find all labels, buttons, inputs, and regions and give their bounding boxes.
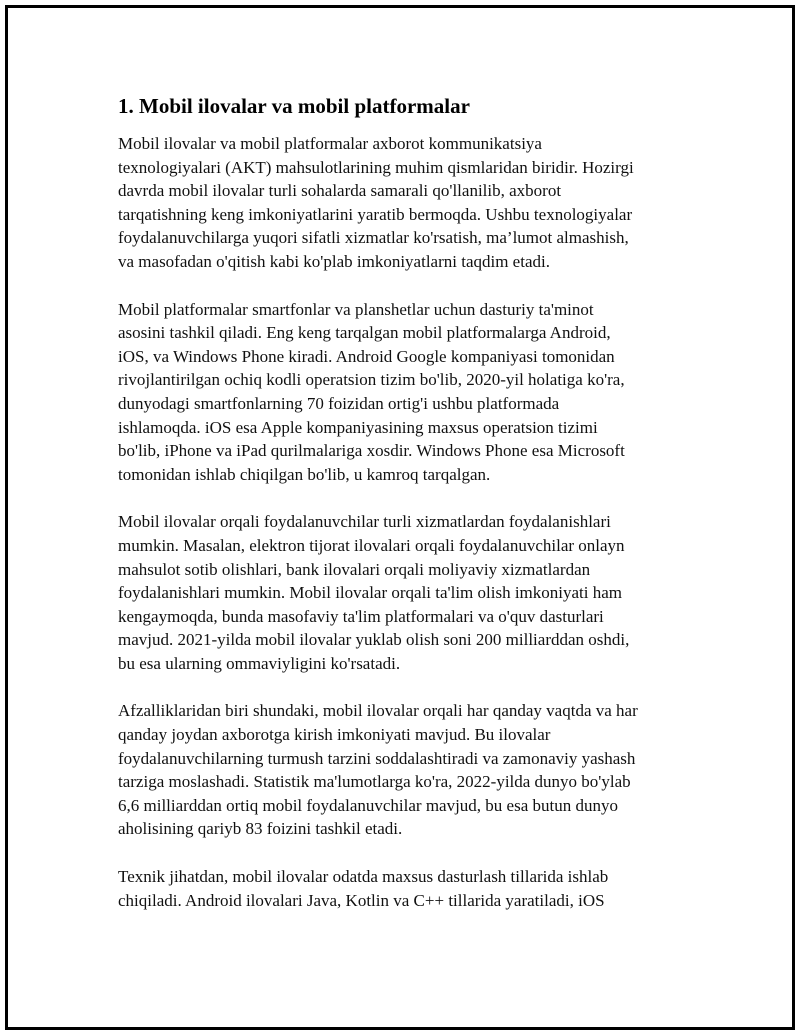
paragraph-platforms: Mobil platformalar smartfonlar va planshetlar uchun dasturiy ta'minot asosini tashkil qiladi. Eng keng tarqalgan mobil platformalarga Android, iOS, va Windows Phone kiradi. Android Google kompaniyasi tomonidan rivojlantirilgan ochiq kodli operatsion tizim bo'lib, 2020-yil holatiga ko'ra, dunyodagi smartfonlarning 70 foizidan ortig'i ushbu platformada ishlamoqda. iOS esa Apple kompaniyasining maxsus operatsion tizimi bo'lib, iPhone va iPad qurilmalariga xosdir. Windows Phone esa Microsoft tomonidan ishlab chiqilgan bo'lib, u kamroq tarqalgan. — [118, 299, 625, 484]
paragraph-advantages: Afzalliklaridan biri shundaki, mobil ilovalar orqali har qanday vaqtda va har qanday joydan axborotga kirish imkoniyati mavjud. Bu ilovalar foydalanuvchilarning turmush tarzini soddalashtiradi va zamonaviy yashash tarziga moslashadi. Statistik ma'lumotlarga ko'ra, 2022-yilda dunyo bo'ylab 6,6 milliarddan ortiq mobil foydalanuvchilar mavjud, bu esa butun dunyo aholisining qariyb 83 foizini tashkil etadi. — [118, 701, 638, 839]
document-body — [118, 93, 693, 936]
paragraph-services: Mobil ilovalar orqali foydalanuvchilar turli xizmatlardan foydalanishlari mumkin. Masalan, elektron tijorat ilovalari orqali foydalanuvchilar onlayn mahsulot sotib olishlari, bank ilovalari orqali moliyaviy xizmatlardan foydalanishlari mumkin. Mobil ilovalar orqali ta'lim olish imkoniyati ham kengaymoqda, bunda masofaviy ta'lim platformalari va o'quv dasturlari mavjud. 2021-yilda mobil ilovalar yuklab olish soni 200 milliarddan oshdi, bu esa ularning ommaviyligini ko'rsatadi. — [118, 512, 630, 673]
section-heading: 1. Mobil ilovalar va mobil platformalar — [118, 94, 470, 118]
paragraph-intro: Mobil ilovalar va mobil platformalar axborot kommunikatsiya texnologiyalari (AKT) mahsulotlarining muhim qismlaridan biridir. Hozirgi davrda mobil ilovalar turli sohalarda samarali qo'llanilib, axborot tarqatishning keng imkoniyatlarini yaratib bermoqda. Ushbu texnologiyalar foydalanuvchilarga yuqori sifatli xizmatlar ko'rsatish, ma’lumot almashish, va masofadan o'qitish kabi ko'plab imkoniyatlarni taqdim etadi. — [118, 134, 634, 271]
paragraph-technical: Texnik jihatdan, mobil ilovalar odatda maxsus dasturlash tillarida ishlab chiqiladi. Android ilovalari Java, Kotlin va C++ tillarida yaratiladi, iOS — [118, 867, 609, 910]
